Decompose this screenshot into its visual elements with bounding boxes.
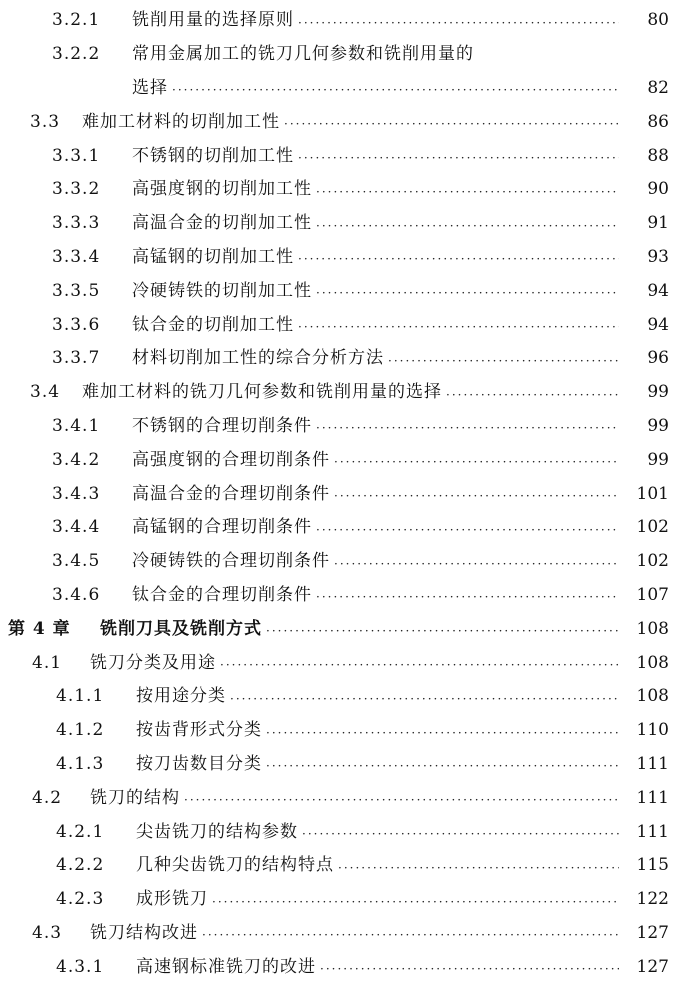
dot-leader [298, 17, 619, 29]
section-title: 高温合金的合理切削条件 [132, 483, 330, 504]
dot-leader [388, 355, 619, 367]
section-number: 4.1.3 [56, 753, 105, 774]
section-title: 高锰钢的合理切削条件 [132, 517, 312, 538]
page-number: 99 [647, 449, 669, 470]
page-number: 91 [647, 213, 669, 234]
section-title: 尖齿铣刀的结构参数 [136, 821, 298, 842]
section-title: 冷硬铸铁的切削加工性 [132, 280, 312, 301]
section-title: 按齿背形式分类 [136, 720, 262, 741]
toc-entry-4-1-1 [0, 680, 681, 714]
dot-leader [284, 118, 619, 130]
page-number: 111 [636, 753, 669, 774]
page-number: 90 [647, 179, 669, 200]
section-title: 铣削刀具及铣削方式 [100, 618, 262, 639]
section-number: 4.1.2 [56, 720, 105, 741]
dot-leader [338, 862, 619, 874]
toc-entry-3-4-2 [0, 443, 681, 477]
dot-leader [230, 693, 619, 705]
section-title: 铣刀的结构 [90, 787, 180, 808]
section-title: 高锰钢的切削加工性 [132, 246, 294, 267]
page-number: 86 [647, 111, 669, 132]
section-title: 成形铣刀 [136, 889, 208, 910]
section-number: 4.2 [32, 787, 63, 808]
section-number: 4.2.3 [56, 889, 105, 910]
page-number: 122 [636, 889, 669, 910]
section-title: 高速钢标准铣刀的改进 [136, 956, 316, 977]
dot-leader [202, 929, 619, 941]
section-title: 高强度钢的合理切削条件 [132, 449, 330, 470]
section-number: 4.3 [32, 922, 63, 943]
page-number: 94 [647, 314, 669, 335]
toc-entry-3-2-1 [0, 4, 681, 38]
page-number: 108 [636, 652, 669, 673]
section-number: 3.4.3 [52, 483, 101, 504]
toc-entry-3-3-4 [0, 241, 681, 275]
page-number: 82 [647, 77, 669, 98]
table-of-contents [0, 4, 681, 984]
dot-leader [334, 558, 619, 570]
section-number: 3.4.1 [52, 415, 101, 436]
section-title: 常用金属加工的铣刀几何参数和铣削用量的 [132, 44, 474, 65]
toc-entry-3-3-7 [0, 342, 681, 376]
toc-entry-3-3-1 [0, 139, 681, 173]
dot-leader [334, 456, 619, 468]
dot-leader [302, 828, 619, 840]
toc-entry-3-4-1 [0, 410, 681, 444]
section-title: 按刀齿数目分类 [136, 753, 262, 774]
dot-leader [266, 760, 619, 772]
toc-entry-3-3-6 [0, 308, 681, 342]
toc-entry-4-1-3 [0, 748, 681, 782]
section-number: 3.4.4 [52, 517, 101, 538]
page-number: 110 [636, 720, 669, 741]
dot-leader [316, 422, 619, 434]
section-title: 选择 [132, 77, 168, 98]
section-title: 冷硬铸铁的合理切削条件 [132, 551, 330, 572]
section-title: 高温合金的切削加工性 [132, 213, 312, 234]
section-number: 3.3.2 [52, 179, 101, 200]
section-title: 不锈钢的切削加工性 [132, 145, 294, 166]
section-title: 难加工材料的切削加工性 [82, 111, 280, 132]
section-number: 3.4.2 [52, 449, 101, 470]
section-title: 高强度钢的切削加工性 [132, 179, 312, 200]
section-number: 3.3.6 [52, 314, 101, 335]
toc-entry-3-3-3 [0, 207, 681, 241]
page-number: 101 [636, 483, 669, 504]
section-number: 3.3.3 [52, 213, 101, 234]
page-number: 111 [636, 821, 669, 842]
dot-leader [320, 963, 619, 975]
section-number: 3.3.4 [52, 246, 101, 267]
toc-entry-3-4-3 [0, 477, 681, 511]
page-number: 80 [647, 10, 669, 31]
section-title: 钛合金的合理切削条件 [132, 584, 312, 605]
page-number: 102 [636, 551, 669, 572]
toc-entry-3-4-4 [0, 511, 681, 545]
toc-entry-3-2-2 [0, 38, 681, 72]
section-number: 3.3.7 [52, 348, 101, 369]
section-number: 3.3 [30, 111, 61, 132]
section-number: 3.3.5 [52, 280, 101, 301]
dot-leader [316, 524, 619, 536]
dot-leader [316, 287, 619, 299]
toc-entry-4-2-2 [0, 849, 681, 883]
toc-entry-3-4-6 [0, 579, 681, 613]
toc-entry-3-3-5 [0, 274, 681, 308]
dot-leader [184, 794, 619, 806]
section-title: 铣刀结构改进 [90, 922, 198, 943]
dot-leader [446, 389, 619, 401]
dot-leader [298, 253, 619, 265]
section-number: 3.3.1 [52, 145, 101, 166]
page-number: 99 [647, 382, 669, 403]
section-title: 材料切削加工性的综合分析方法 [132, 348, 384, 369]
toc-entry-4-3 [0, 917, 681, 951]
section-number: 4.2.1 [56, 821, 105, 842]
page-number: 127 [636, 922, 669, 943]
page-number: 127 [636, 956, 669, 977]
dot-leader [172, 84, 619, 96]
section-number: 第 4 章 [8, 618, 71, 639]
section-number: 3.4 [30, 382, 61, 403]
page-number: 102 [636, 517, 669, 538]
toc-entry-4-2-1 [0, 815, 681, 849]
page-number: 108 [636, 618, 669, 639]
dot-leader [298, 321, 619, 333]
page-number: 88 [647, 145, 669, 166]
page-number: 115 [636, 855, 669, 876]
dot-leader [316, 186, 619, 198]
section-title: 钛合金的切削加工性 [132, 314, 294, 335]
dot-leader [298, 152, 619, 164]
toc-entry-4-3-1 [0, 950, 681, 984]
section-number: 4.1 [32, 652, 63, 673]
section-title: 铣刀分类及用途 [90, 652, 216, 673]
section-number: 3.4.6 [52, 584, 101, 605]
dot-leader [266, 625, 619, 637]
toc-entry-4-1 [0, 646, 681, 680]
section-title: 铣削用量的选择原则 [132, 10, 294, 31]
toc-entry-3-3-2 [0, 173, 681, 207]
dot-leader [316, 220, 619, 232]
page-number: 107 [636, 584, 669, 605]
page-number: 96 [647, 348, 669, 369]
toc-entry-4-1-2 [0, 714, 681, 748]
dot-leader [266, 727, 619, 739]
section-number: 4.2.2 [56, 855, 105, 876]
section-title: 按用途分类 [136, 686, 226, 707]
section-number: 4.1.1 [56, 686, 105, 707]
dot-leader [334, 490, 619, 502]
toc-entry-3-4 [0, 376, 681, 410]
toc-entry-3-4-5 [0, 545, 681, 579]
toc-entry-第4章 [0, 612, 681, 646]
toc-entry-cont-2 [0, 72, 681, 106]
dot-leader [316, 591, 619, 603]
toc-entry-3-3 [0, 105, 681, 139]
toc-entry-4-2-3 [0, 883, 681, 917]
section-number: 3.2.2 [52, 44, 101, 65]
dot-leader [212, 896, 619, 908]
page-number: 111 [636, 787, 669, 808]
section-number: 3.4.5 [52, 551, 101, 572]
toc-entry-4-2 [0, 781, 681, 815]
section-title: 不锈钢的合理切削条件 [132, 415, 312, 436]
page-number: 99 [647, 415, 669, 436]
page-number: 108 [636, 686, 669, 707]
page-number: 94 [647, 280, 669, 301]
section-title: 几种尖齿铣刀的结构特点 [136, 855, 334, 876]
section-number: 4.3.1 [56, 956, 105, 977]
section-number: 3.2.1 [52, 10, 101, 31]
dot-leader [220, 659, 619, 671]
section-title: 难加工材料的铣刀几何参数和铣削用量的选择 [82, 382, 442, 403]
page-number: 93 [647, 246, 669, 267]
